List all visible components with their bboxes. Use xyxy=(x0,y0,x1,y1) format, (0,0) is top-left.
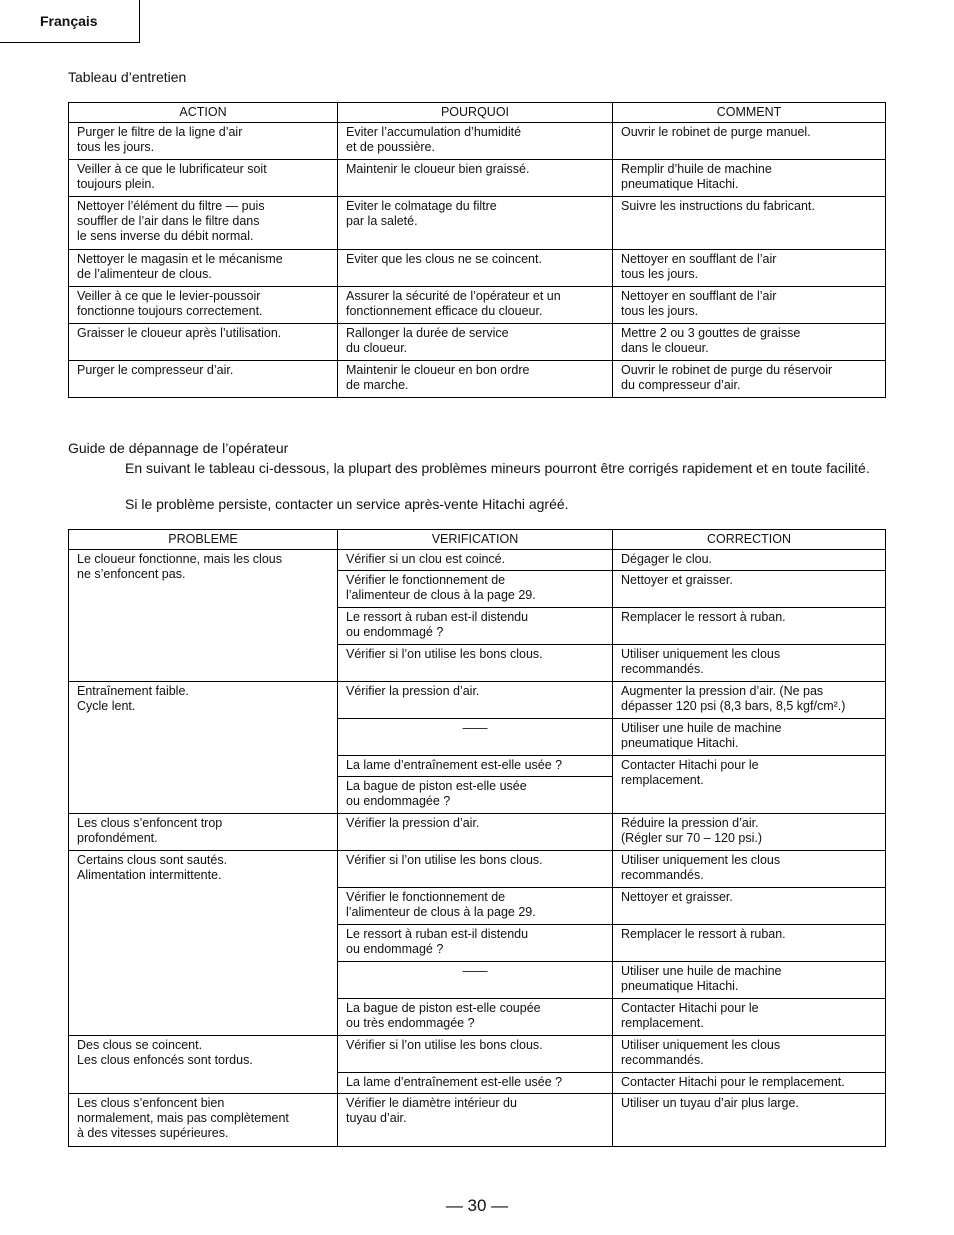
verification-cell: Vérifier si l’on utilise les bons clous. xyxy=(338,1036,613,1073)
column-header-probleme: PROBLEME xyxy=(69,530,338,550)
table-cell: Nettoyer en soufflant de l’air tous les jours. xyxy=(613,287,886,324)
table-cell: Purger le filtre de la ligne d’air tous les jours. xyxy=(69,123,338,160)
table-cell: Veiller à ce que le levier-poussoir fonctionne toujours correctement. xyxy=(69,287,338,324)
table-cell: Nettoyer en soufflant de l’air tous les jours. xyxy=(613,250,886,287)
table-cell: Maintenir le cloueur en bon ordre de marche. xyxy=(338,361,613,398)
table-row xyxy=(69,851,886,888)
table-cell: Ouvrir le robinet de purge du réservoir du compresseur d’air. xyxy=(613,361,886,398)
table-row xyxy=(69,1036,886,1073)
table-row xyxy=(69,1094,886,1147)
correction-cell: Remplacer le ressort à ruban. xyxy=(613,608,886,645)
verification-cell: Vérifier si l’on utilise les bons clous. xyxy=(338,851,613,888)
correction-cell: Utiliser uniquement les clous recommandés. xyxy=(613,1036,886,1073)
maintenance-heading: Tableau d’entretien xyxy=(68,69,187,85)
verification-cell: Vérifier le diamètre intérieur du tuyau d’air. xyxy=(338,1094,613,1147)
table-row xyxy=(69,287,886,324)
verification-cell: —— xyxy=(338,962,613,999)
troubleshooting-header-row xyxy=(69,530,886,550)
table-row xyxy=(69,160,886,197)
table-cell: Ouvrir le robinet de purge manuel. xyxy=(613,123,886,160)
correction-cell: Remplacer le ressort à ruban. xyxy=(613,925,886,962)
verification-cell: Le ressort à ruban est-il distendu ou endommagé ? xyxy=(338,925,613,962)
table-cell: Nettoyer l’élément du filtre — puis souffler de l’air dans le filtre dans le sens inverse du débit normal. xyxy=(69,197,338,250)
table-cell: Assurer la sécurité de l’opérateur et un fonctionnement efficace du cloueur. xyxy=(338,287,613,324)
table-row xyxy=(69,682,886,719)
column-header-correction: CORRECTION xyxy=(613,530,886,550)
correction-cell: Contacter Hitachi pour le remplacement. xyxy=(613,999,886,1036)
table-row xyxy=(69,814,886,851)
table-cell: Remplir d’huile de machine pneumatique Hitachi. xyxy=(613,160,886,197)
verification-cell: —— xyxy=(338,719,613,756)
table-cell: Purger le compresseur d’air. xyxy=(69,361,338,398)
table-cell: Veiller à ce que le lubrificateur soit toujours plein. xyxy=(69,160,338,197)
problem-cell: Les clous s’enfoncent bien normalement, mais pas complètement à des vitesses supérieures. xyxy=(69,1094,338,1147)
correction-cell: Réduire la pression d’air. (Régler sur 70 – 120 psi.) xyxy=(613,814,886,851)
correction-cell: Utiliser une huile de machine pneumatique Hitachi. xyxy=(613,962,886,999)
verification-cell: La lame d’entraînement est-elle usée ? xyxy=(338,756,613,777)
table-row xyxy=(69,123,886,160)
troubleshooting-heading: Guide de dépannage de l’opérateur xyxy=(68,440,289,456)
verification-cell: Vérifier le fonctionnement de l’alimenteur de clous à la page 29. xyxy=(338,888,613,925)
correction-cell: Nettoyer et graisser. xyxy=(613,571,886,608)
problem-cell: Certains clous sont sautés. Alimentation intermittente. xyxy=(69,851,338,1036)
table-cell: Maintenir le cloueur bien graissé. xyxy=(338,160,613,197)
verification-cell: Vérifier si un clou est coincé. xyxy=(338,550,613,571)
verification-cell: Vérifier si l’on utilise les bons clous. xyxy=(338,645,613,682)
table-cell: Eviter le colmatage du filtre par la saleté. xyxy=(338,197,613,250)
table-cell: Eviter que les clous ne se coincent. xyxy=(338,250,613,287)
correction-cell: Utiliser une huile de machine pneumatique Hitachi. xyxy=(613,719,886,756)
maintenance-header-row xyxy=(69,103,886,123)
table-row xyxy=(69,361,886,398)
language-tab: Français xyxy=(0,0,140,43)
table-cell: Eviter l’accumulation d’humidité et de poussière. xyxy=(338,123,613,160)
table-row xyxy=(69,197,886,250)
verification-cell: La bague de piston est-elle usée ou endommagée ? xyxy=(338,777,613,814)
troubleshooting-intro: En suivant le tableau ci-dessous, la plupart des problèmes mineurs pourront être corrigés rapidement et en toute facilité. xyxy=(125,460,870,476)
correction-cell: Nettoyer et graisser. xyxy=(613,888,886,925)
correction-cell: Augmenter la pression d’air. (Ne pas dépasser 120 psi (8,3 bars, 8,5 kgf/cm².) xyxy=(613,682,886,719)
correction-cell: Contacter Hitachi pour le remplacement. xyxy=(613,1073,886,1094)
column-header-verification: VERIFICATION xyxy=(338,530,613,550)
problem-cell: Entraînement faible. Cycle lent. xyxy=(69,682,338,814)
table-cell: Graisser le cloueur après l’utilisation. xyxy=(69,324,338,361)
table-row xyxy=(69,324,886,361)
table-row xyxy=(69,550,886,571)
correction-cell: Utiliser un tuyau d’air plus large. xyxy=(613,1094,886,1147)
column-header-comment: COMMENT xyxy=(613,103,886,123)
problem-cell: Le cloueur fonctionne, mais les clous ne s’enfoncent pas. xyxy=(69,550,338,682)
problem-cell: Des clous se coincent. Les clous enfoncés sont tordus. xyxy=(69,1036,338,1094)
page-number: — 30 — xyxy=(445,1196,509,1215)
maintenance-table xyxy=(68,102,886,398)
correction-cell: Dégager le clou. xyxy=(613,550,886,571)
correction-cell: Utiliser uniquement les clous recommandés. xyxy=(613,851,886,888)
problem-cell: Les clous s’enfoncent trop profondément. xyxy=(69,814,338,851)
column-header-pourquoi: POURQUOI xyxy=(338,103,613,123)
correction-cell: Contacter Hitachi pour le remplacement. xyxy=(613,756,886,814)
table-cell: Rallonger la durée de service du cloueur. xyxy=(338,324,613,361)
troubleshooting-contact-note: Si le problème persiste, contacter un service après-vente Hitachi agréé. xyxy=(125,496,569,512)
table-row xyxy=(69,250,886,287)
column-header-action: ACTION xyxy=(69,103,338,123)
verification-cell: Vérifier la pression d’air. xyxy=(338,814,613,851)
verification-cell: La lame d’entraînement est-elle usée ? xyxy=(338,1073,613,1094)
verification-cell: Vérifier la pression d’air. xyxy=(338,682,613,719)
troubleshooting-table xyxy=(68,529,886,1147)
correction-cell: Utiliser uniquement les clous recommandés. xyxy=(613,645,886,682)
verification-cell: Vérifier le fonctionnement de l’alimenteur de clous à la page 29. xyxy=(338,571,613,608)
verification-cell: La bague de piston est-elle coupée ou très endommagée ? xyxy=(338,999,613,1036)
table-cell: Mettre 2 ou 3 gouttes de graisse dans le cloueur. xyxy=(613,324,886,361)
table-cell: Nettoyer le magasin et le mécanisme de l’alimenteur de clous. xyxy=(69,250,338,287)
verification-cell: Le ressort à ruban est-il distendu ou endommagé ? xyxy=(338,608,613,645)
table-cell: Suivre les instructions du fabricant. xyxy=(613,197,886,250)
